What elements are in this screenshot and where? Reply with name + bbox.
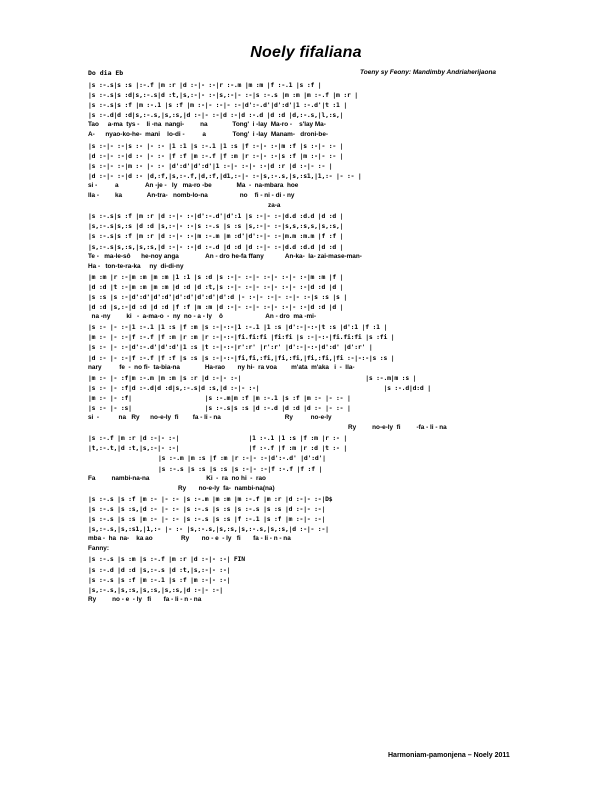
page-footer: Harmoniam-pamonjena – Noely 2011 (388, 752, 510, 759)
solfa-score (88, 80, 528, 605)
lyric-line: Tao a-ma tys - li -na nangi- na Tong' i -lay Ma-ro - s'lay Ma- (88, 121, 326, 129)
solfa-line: |d :- |- :-|f :-.f |f :f |s :s |s :-|-:-|fi,fi,:fi,|fi,:fi,|fi,:fi,|fi :-|-:-|s :s | (88, 353, 395, 362)
composer-credit: Toeny sy Feony: Mandimby Andriaherijaona (360, 69, 497, 76)
lyric-line: A- nyao-ko-he- mani lo-di - a Tong' i -lay Manam- droni-be- (88, 131, 328, 139)
solfa-line: |s :-.s |s :s |m :- |- :- |s :-.s |s :s |f :-.1 |s :f |m :-|- :-| (88, 515, 326, 524)
solfa-line: |s :-.s|s :f |m :r |d :-|- :-|m :-.m |m :d'|d':-|- :-|m.m :m.m |f :f | (88, 232, 344, 241)
lyric-line: si - a An -je - ly ma-ro -be Ma - na-mbara hoe (88, 181, 299, 189)
solfa-line: |s :-|- :-|m :- |- :- |d':d'|d':d'|1 :-|- :-|- :-|d :r |d :-|- :- | (88, 161, 333, 170)
solfa-line: |s,:-.s,|s,:s1,|1,:- |- :- |s,:-.s,|s,:s,|s,:-.s,|s,:s,|d :-|- :-| (88, 525, 329, 534)
solfa-line: |d :-|- :-|d :- |d,:f,|s,:-.f,|d,:f,|d1,:-|- :-|s,:-.s,|s,:s1,|1,:- |- :- | (88, 171, 362, 180)
lyric-line: Ry no-e-ly fa- nambi-na(na) (178, 484, 275, 492)
solfa-line: |d :d |t :-|m :m |m :m |d :d |d :t,|s :-|- :-|- :-|- :-|- :-|d :d |d | (88, 282, 344, 291)
solfa-line: |t,:-.t,|d :t,|s,:-|- :-| |f :-.f |f :m |r :d |t :- | (88, 444, 347, 453)
solfa-line: |s,:-.s|s,:s,|s,:s,|d :-|- :-|d :-.d |d :d |d :-|- :-|d.d :d.d |d :d | (88, 242, 344, 251)
solfa-line: |s :-.d |d :d |s,:-.s |d :t,|s,:-|- :-| (88, 565, 231, 574)
lyric-line: mba - ha na- ka ao Ry no - e - ly fi fa - li - n - na (88, 535, 291, 543)
solfa-line: |s :- |- :-|d':-.d'|d':d'|1 :s |t :-|-:-|r':r' |r':r' |d':-|-:-|d':d' |d':r' | (88, 343, 373, 352)
lyric-line: za-a (268, 202, 281, 210)
solfa-line: |s :- |- :-|1 :-.1 |1 :s |f :m |s :-|-:-|1 :-.1 |1 :s |d':-|-:-|t :s |d':1 |f :1 | (88, 323, 388, 332)
lyric-line: lla - ka An-tra- nomb-lo-na no fi - ni - di - ny (88, 192, 295, 200)
lyric-line: nary fe - no fi- ta-bia-na Ha-rao ny hi- ra voa m'ata m'aka i - lla- (88, 363, 355, 371)
solfa-line: |s :-.s|s :f |m :r |d :-|- :-|d':-.d'|d':1 |s :-|- :-|d.d :d.d |d :d | (88, 212, 344, 221)
solfa-line: |s :-.s |s :m |s :-.f |m :r |d :-|- :-| FIN (88, 555, 245, 564)
song-title: Noely fifaliana (250, 44, 362, 61)
lyric-line: Ry no-e-ly fi -fa - li - na (348, 424, 447, 432)
solfa-line: |d :d |s,:-|d :d |d :d |f :f |m :m |d :-|- :-|- :-|- :-|- :-|d :d |d | (88, 303, 344, 312)
solfa-line: |s :-.s |s :f |m :-.1 |s :f |m :-|- :-| (88, 575, 231, 584)
solfa-line: |m :- |- :f|m :-.m |m :m |s :r |d :-|- :-| |s :-.m|m :s | (88, 373, 417, 382)
lyric-line: si - na Ry no-e-ly fi fa - li - na Ry no-e-ly (88, 414, 332, 422)
solfa-line: |m :m |r :-|m :m |m :m |1 :1 |s :d |s :-|- :-|- :-|- :-|- :-|m :m |f | (88, 272, 344, 281)
solfa-line: |s :-.s |s :s |s :s |s :-|- :-|f :-.f |f :f | (158, 464, 323, 473)
solfa-line: |s :-.s|s :f |m :-.1 |s :f |m :-|- :-|- :-|d':-.d'|d':d'|1 :-.d'|t :1 | (88, 101, 347, 110)
solfa-line: |m :- |- :f| |s :-.m|m :f |m :-.1 |s :f |m :- |- :- | (88, 393, 351, 402)
solfa-line: |s :- |- :s| |s :-.s|s :s |d :-.d |d :d |d :- |- :- | (88, 404, 351, 412)
solfa-line: |s :-.d|d :d|s,:-.s,|s,:s,|d :-|- :-|d :-|d :-.d |d :d |d,:-.s,|l,:s,| (88, 111, 344, 120)
solfa-line: |s :-.f |m :r |d :-|- :-| |1 :-.1 |1 :s |f :m |r :- | (88, 434, 347, 443)
lyric-line: Fa nambi-na-na Ki - ra no hi - rao (88, 474, 266, 482)
solfa-line: |s :- |- :f|d :-.d|d :d|s,:-.s|d :s,|d :-|- :-| |s :-.d|d:d | (88, 383, 431, 392)
solfa-line: |s,:-.s,|s,:s,|s,:s,|s,:s,|d :-|- :-| (88, 585, 223, 594)
solfa-line: |s,:-.s|s,:s |d :d |s,:-|- :-|s :-.s |s :s |s,:-|- :-|s,s,:s,s,|s,:s,| (88, 222, 344, 231)
solfa-line: |s :-.m |m :s |f :m |r :-|- :-|d':-.d' |d':d'| (158, 454, 326, 463)
solfa-line: |d :-|- :-|d :- |- :- |f :f |m :-.f |f :m |r :-|- :-|s :f |m :-|- :- | (88, 151, 344, 160)
solfa-line: |s :-.s|s :d|s,:-.s|d :t,|s,:-|- :-|s,:-|- :-|s :-.s |m :m |m :-.f |m :r | (88, 91, 358, 100)
lyric-line: Ha - ton-te-ra-ka ny di-di-ny (88, 262, 184, 270)
solfa-line: |m :- |- :-|f :-.f |f :m |r :m |r :-|-:-|fi.fi:fi |fi:fi |s :-|-:-|fi.fi:fi |s :fi | (88, 333, 395, 342)
lyric-line: na -ny ki - a-ma-o - ny no - a - ly ô An - dro ma -mi- (88, 313, 317, 321)
key-signature: Do dia Eb (88, 69, 124, 77)
lyric-line: Fanny: (88, 545, 109, 553)
lyric-line: Te - ma-le-sô he-noy anga An - dro he-fa ffany An-ka- la- zai-mase-man- (88, 252, 362, 260)
solfa-line: |s :s |s :-|d':d'|d':d'|d':d'|d':d'|d':d |- :-|- :-|- :-|- :-|s :s |s | (88, 292, 347, 301)
solfa-line: |s :-.s|s :s |:-.f |m :r |d :-|- :-|r :-.m |m :m |f :-.1 |s :f | (88, 81, 322, 89)
solfa-line: |s :-.s |s :f |m :- |- :- |s :-.m |m :m |m :-.f |m :r |d :-|- :-|D$ (88, 494, 333, 503)
lyric-line: Ry no - e - ly fi fa - li - n - na (88, 595, 202, 603)
solfa-line: |s :-.s |s :s,|d :- |- :- |s :-.s |s :s |s :-.s |s :s |d :-|- :-| (88, 504, 326, 513)
solfa-line: |s :-|- :-|s :- |- :- |1 :1 |s :-.1 |1 :s |f :-|- :-|m :f |s :-|- :- | (88, 141, 344, 150)
